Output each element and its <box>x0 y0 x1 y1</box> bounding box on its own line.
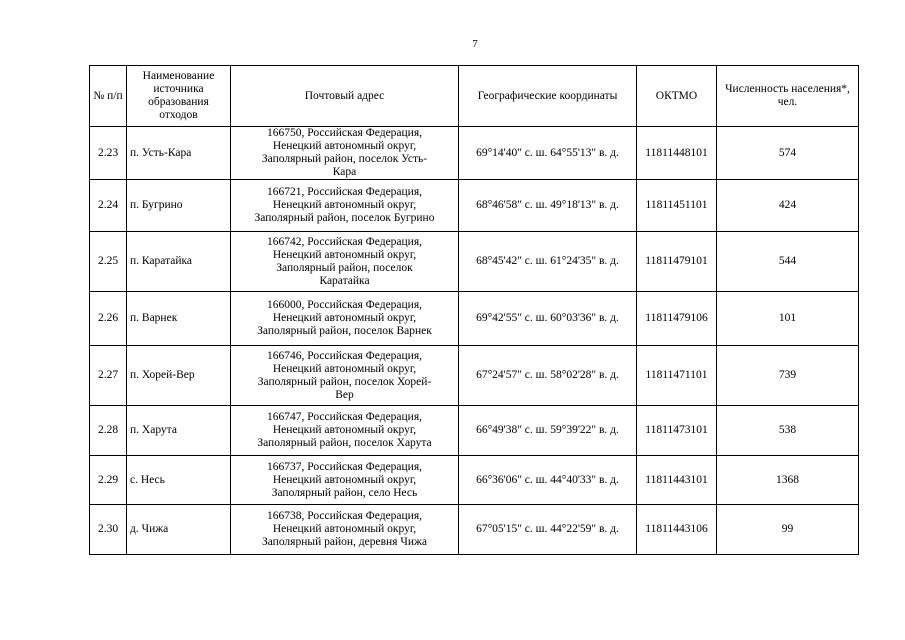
oktmo-code: 11811448101 <box>637 127 717 180</box>
row-number: 2.23 <box>90 127 127 180</box>
header-source-name: Наименование источника образования отходов <box>127 66 231 127</box>
address-line: Ненецкий автономный округ, <box>272 473 417 486</box>
address-line: Заполярный район, поселок <box>276 261 413 274</box>
address-line: Заполярный район, поселок Бугрино <box>254 212 435 224</box>
oktmo-code: 11811443101 <box>637 456 717 505</box>
table-header <box>90 66 859 127</box>
address-line: Ненецкий автономный округ, <box>272 312 417 324</box>
address-line: Вер <box>335 388 354 401</box>
source-name: п. Варнек <box>127 292 231 346</box>
header-population: Численность населения*, чел. <box>717 66 859 127</box>
address-line: Заполярный район, село Несь <box>271 486 418 499</box>
geo-coordinates: 67°05'15" с. ш. 44°22'59" в. д. <box>459 505 637 555</box>
table-row <box>90 505 859 555</box>
row-number: 2.30 <box>90 505 127 555</box>
address-line: Заполярный район, поселок Харута <box>257 437 432 449</box>
postal-address <box>231 127 459 180</box>
source-name: п. Каратайка <box>127 232 231 292</box>
address-line: Ненецкий автономный округ, <box>272 140 417 152</box>
source-name: с. Несь <box>127 456 231 505</box>
table-row <box>90 127 859 180</box>
population-count: 544 <box>717 232 859 292</box>
population-count: 538 <box>717 406 859 456</box>
postal-address <box>231 406 459 456</box>
address-line: 166747, Российская Федерация, <box>266 411 423 423</box>
header-geo-coordinates: Географические координаты <box>459 66 637 127</box>
postal-address <box>231 232 459 292</box>
header-num: № п/п <box>90 66 127 127</box>
geo-coordinates: 69°42'55" с. ш. 60°03'36" в. д. <box>459 292 637 346</box>
population-count: 739 <box>717 346 859 406</box>
source-name: д. Чижа <box>127 505 231 555</box>
header-postal-address: Почтовый адрес <box>231 66 459 127</box>
population-count: 1368 <box>717 456 859 505</box>
row-number: 2.24 <box>90 180 127 232</box>
address-line: 166742, Российская Федерация, <box>266 235 423 248</box>
population-count: 424 <box>717 180 859 232</box>
address-line: 166737, Российская Федерация, <box>266 460 423 473</box>
address-line: Ненецкий автономный округ, <box>272 199 417 211</box>
row-number: 2.26 <box>90 292 127 346</box>
address-line: Ненецкий автономный округ, <box>272 362 417 375</box>
header-row <box>90 66 859 127</box>
postal-address <box>231 505 459 555</box>
settlements-table <box>89 65 859 555</box>
table-row <box>90 346 859 406</box>
postal-address <box>231 456 459 505</box>
table-body <box>90 127 859 555</box>
population-count: 574 <box>717 127 859 180</box>
address-line: Заполярный район, поселок Варнек <box>257 325 432 337</box>
source-name: п. Харута <box>127 406 231 456</box>
postal-address <box>231 180 459 232</box>
source-name: п. Хорей-Вер <box>127 346 231 406</box>
postal-address <box>231 346 459 406</box>
geo-coordinates: 66°49'38" с. ш. 59°39'22" в. д. <box>459 406 637 456</box>
address-line: 166000, Российская Федерация, <box>266 299 423 311</box>
source-name: п. Бугрино <box>127 180 231 232</box>
population-count: 101 <box>717 292 859 346</box>
table-row <box>90 406 859 456</box>
address-line: Заполярный район, поселок Хорей- <box>257 375 432 388</box>
row-number: 2.25 <box>90 232 127 292</box>
table-row <box>90 456 859 505</box>
address-line: Ненецкий автономный округ, <box>272 248 417 261</box>
address-line: Ненецкий автономный округ, <box>272 523 417 535</box>
address-line: 166721, Российская Федерация, <box>266 186 423 198</box>
table-row <box>90 232 859 292</box>
address-line: Заполярный район, поселок Усть- <box>261 153 428 165</box>
row-number: 2.28 <box>90 406 127 456</box>
address-line: Ненецкий автономный округ, <box>272 424 417 436</box>
geo-coordinates: 69°14'40" с. ш. 64°55'13" в. д. <box>459 127 637 180</box>
oktmo-code: 11811479106 <box>637 292 717 346</box>
geo-coordinates: 66°36'06" с. ш. 44°40'33" в. д. <box>459 456 637 505</box>
header-oktmo: ОКТМО <box>637 66 717 127</box>
page-number: 7 <box>472 38 478 50</box>
table-row <box>90 292 859 346</box>
table-row <box>90 180 859 232</box>
source-name: п. Усть-Кара <box>127 127 231 180</box>
oktmo-code: 11811479101 <box>637 232 717 292</box>
address-line: Каратайка <box>319 274 370 287</box>
geo-coordinates: 68°46'58" с. ш. 49°18'13" в. д. <box>459 180 637 232</box>
oktmo-code: 11811443106 <box>637 505 717 555</box>
oktmo-code: 11811451101 <box>637 180 717 232</box>
address-line: 166750, Российская Федерация, <box>266 127 423 139</box>
population-count: 99 <box>717 505 859 555</box>
oktmo-code: 11811473101 <box>637 406 717 456</box>
address-line: 166746, Российская Федерация, <box>266 349 423 362</box>
address-line: Кара <box>332 166 357 178</box>
oktmo-code: 11811471101 <box>637 346 717 406</box>
row-number: 2.29 <box>90 456 127 505</box>
geo-coordinates: 67°24'57" с. ш. 58°02'28" в. д. <box>459 346 637 406</box>
geo-coordinates: 68°45'42" с. ш. 61°24'35" в. д. <box>459 232 637 292</box>
address-line: Заполярный район, деревня Чижа <box>261 536 428 548</box>
postal-address <box>231 292 459 346</box>
address-line: 166738, Российская Федерация, <box>266 510 423 522</box>
row-number: 2.27 <box>90 346 127 406</box>
